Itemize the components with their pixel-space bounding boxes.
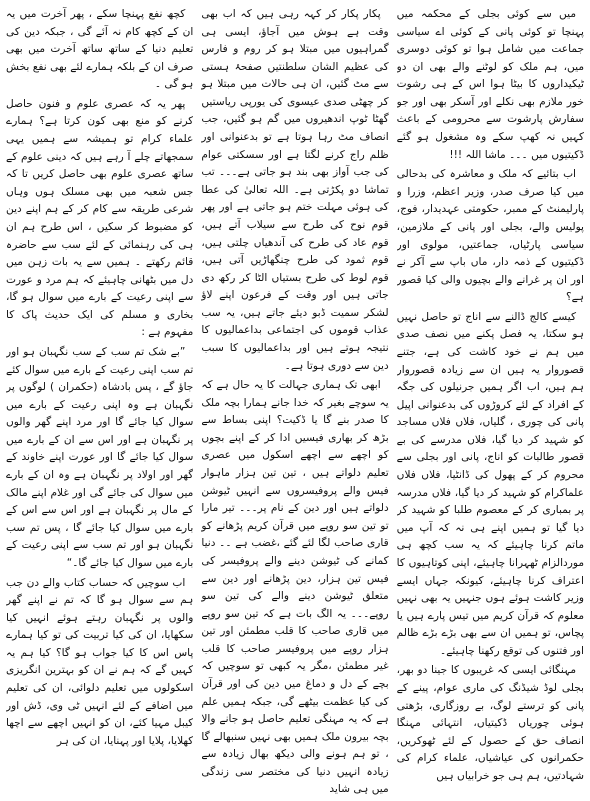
paragraph: اب بتائیے کہ ملک و معاشرہ کی بدحالی میں کیا صرف صدر، وزیر اعظم، وزرا و پارلیمنٹ کے ممبر، حکومتی عہدیدار، فوج، پولیس والے، بجلی اور پانی کے ملازمین، سیاسی پارٹیاں، جماعتیں، مولوی اور ڈکیتیوں کے ذمہ دار، ماں باپ سے آکر نے اور ان پر غرانے والے بچیوں والی کیا قصور ہے؟ <box>396 168 584 304</box>
column-left <box>6 6 193 797</box>
column-right <box>397 6 584 797</box>
text-columns <box>6 6 584 797</box>
paragraph: ابھی تک ہماری جہالت کا یہ حال ہے کہ یہ سوچے بغیر کہ خدا جانے ہمارا بچہ ملک کا صدر بنے گا یا ڈکیت؟ اپنی بساط سے بڑھ کر بھاری فیسیں ادا کر کے اپنے بچوں کو اچھے سے اچھے اسکول میں عصری تعلیم دلواتے ہیں ، تین تین ہزار ماہوار فیس والے پروفیسروں سے انہیں ٹیوشن دلواتے ہیں اور دین کے نام پر۔۔۔ تیر مارا تو تین سو روپے میں قرآن کریم پڑھانے کو قاری صاحب لگا لئے گئے ،غضب ہے ۔۔ دنیا کمانے کی ٹیوشن دینے والے پروفیسر کی فیس تین ہزار، دین پڑھانے اور دین سے متعلق ٹیوشن دینے والے کی تین سو روپے۔۔۔ یہ الگ بات ہے کہ تین سو روپے میں قاری صاحب کا قلب مطمئن اور تین ہزار روپے میں پروفیسر صاحب کا قلب غیر مطمئن ،مگر یہ کبھی تو سوچیں کہ بچے کے دل و دماغ میں دین کی اور قرآن کی کیا عظمت بیٹھے گی، جبکہ ہمیں علم ہے کہ یہ مہنگی تعلیم حاصل ہو جانے والا بچہ بیرون ملک ہمیں بھی نہیں سنبھالے گا ، تو ہم ہونے والی دیکھ بھال زیادہ سے زیادہ انہیں دنیا کی مختصر سی زندگی میں ہی شاید <box>201 379 389 796</box>
paragraph: کچھ نفع پہنچا سکے ، پھر آخرت میں یہ ان کے کچھ کام نہ آئے گی ، جبکہ دین کی تعلیم دنیا کے ساتھ ساتھ آخرت میں بھی صرف ان کے بلکہ ہمارے لئے بھی نفع بخش ہو گی ۔ <box>6 8 194 91</box>
paragraph: پکار پکار کر کہہ رہی ہیں کہ اب بھی وقت ہے ہوش میں آجاؤ، ایسی ہی گمراہیوں میں مبتلا ہو کر روم و فارس کی عظیم الشان سلطنتیں صفحۂ ہستی سے مٹ گئیں، ان ہی حالات میں مبتلا ہو کر چھٹی صدی عیسوی کی یورپی ریاستیں گھٹا ٹوپ اندھیروں میں گم ہو گئیں، جب انصاف مٹ رہا ہوتا ہے تو بدعنوانی اور ظلم راج کرنے لگتا ہے اور سسکتی عوام کی جب آواز بھی بند ہو جاتی ہے۔۔۔ تب تماشا دو پکڑتی ہے۔ اللہ تعالیٰ کی عطا کی ہوئی مہلت ختم ہو جاتی ہے اور پھر قوم نوح کی طرح سے سیلاب آتے ہیں، قوم عاد کی طرح کی آندھیاں چلتی ہیں، قوم ثمود کی طرح چنگھاڑیں آتی ہیں، قوم لوط کی طرح بستیاں الٹا کر رکھ دی جاتی ہیں اور وقت کے فرعون اپنے لاؤ لشکر سمیت ڈبو دیئے جاتے ہیں، یہ سب عذاب قوموں کی اجتماعی بداعمالیوں کا نتیجہ ہوتے ہیں اور بداعمالیوں کا سبب دین سے دوری ہوتا ہے۔ <box>201 8 389 372</box>
paragraph: مہنگائی ایسی کہ غریبوں کا جینا دو بھر، بجلی لوڈ شیڈنگ کی ماری عوام، پینے کے پانی کو ترستے لوگ، بے روزگاری، بڑھتی ہوئی چوریاں ڈکیتیاں، انتہائی مہنگا انصاف حق کے حصول کے لئے ٹھوکریں، حکمرانوں کی عیاشیاں، علماء کرام کی شہادتیں، ہم ہی جو خرابیاں ہیں <box>396 664 584 782</box>
paragraph: پھر یہ کہ عصری علوم و فنون حاصل کرنے کو منع بھی کون کرتا ہے؟ ہمارے علماء کرام تو ہمیشہ سے ہمیں یہی سمجھاتے چلے آ رہے ہیں کہ دینی علوم کے ساتھ عصری علوم بھی حاصل کریں تا کہ جس شعبہ میں بھی مسلک ہوں وہاں شرعی طریقہ سے کام کر کے ہم اپنے دین کو مضبوط کر سکیں ، اس طرح ہم ان ہی کی رہنمائی کے لئے سب سے حاضرہ قائم رکھتے ۔ ہمیں سے یہ بات زہن میں دل میں بٹھانی چاہیئے کہ ہم مرد و عورت سے اپنی رعیت کے بارے میں سوال ہو گا، بخاری و مسلم کی ایک حدیث پاک کا مفہوم ہے : <box>6 97 194 339</box>
hadith-quote: ”بے شک تم سب کے سب نگہبان ہو اور تم سب اپنی رعیت کے بارے میں سوال کئے جاؤ گے ، پس بادشاہ (حکمران ) لوگوں پر نگہبان ہے وہ اپنی رعیت کے بارے میں سوال کیا جائے گا اور مرد اپنے گھر والوں پر نگہبان ہے اور اس سے ان کے بارے میں سوال کیا جائے گا اور عورت اپنے خاوند کے گھر اور اولاد پر نگہبان ہے وہ ان کے بارے میں سوال کی جائے گی اور غلام اپنے مالک کے مال پر نگہبان ہے اور اس سے اس کے بارے میں سوال کیا جائے گا ، پس تم سب نگہبان ہو اور تم سب سے اپنی رعیت کے بارے میں سوال کیا جائے گا۔“ <box>6 345 194 569</box>
paragraph: اب سوچیں کہ حساب کتاب والے دن جب ہم سے سوال ہو گا کہ تم نے اپنے گھر والوں پر نگہبان رہتے ہوئے انہیں کیا سکھایا، ان کی کیا تربیت کی تو کیا ہمارے پاس اس کا کیا جواب ہو گا؟ کیا ہم یہ کہیں گے کہ ہم نے ان کو بہترین انگریزی اسکولوں میں تعلیم دلوائی، ان کی تعلیم میں اضافے کے لئے انہیں ٹی وی، ڈش اور کیبل مہیا کئے، ان کو انہیں اچھے سے اچھا کھلایا، پلایا اور پہنایا، ان کی ہر <box>6 576 194 747</box>
paragraph: میں سے کوئی بجلی کے محکمہ میں پہنچا تو کوئی پانی کے کوئی اے سیاسی جماعت میں شامل ہوا تو کوئی دوسری میں، ہم ملک کو لوٹنے والے بھی ان دو ٹیکیداروں کا بیٹا ہوا اس کے ہی رشوت خور ملازم بھی نکلے اور آسکر بھی اور جو سفارش پارشوت سے محرومی کے باعث کہیں نہ کھپ سکے وہ مشغول ہو گئے ڈکیتیوں میں ۔۔۔ ماشا اللہ !!! <box>396 8 584 161</box>
column-middle <box>201 6 388 797</box>
paragraph: کیسے کالج ڈالنے سے اناج تو حاصل نہیں ہو سکتا، یہ فصل پکنے میں نصف صدی میں ہم نے خود کاشت کی ہے، جتنے قصوروار یہ ہیں ان سے زیادہ قصوروار ہم ہیں، اب اگر ہمیں جرنیلوں کی جگہ کے افراد کے لئے کروڑوں کی بدعنوانی اپیل پانی کی چوری ، گلیاں، فلاں فلاں مساجد کو شہید کر دیا گیا، فلاں مدرسے کی بے قصور طالبات کو اناج، پانی اور بجلی سے محروم کر کے پھول کی ڈانٹیا، فلاں فلاں علماکرام کو شہید کر دیا گیا، فلاں مدرسہ پر بمباری کر کے معصوم طلبا کو شہید کر دیا گیا تو ہمیں اپنے ہی نہ کہ آپ میں ماتم کرنا چاہیئے کہ یہ سب کچھ ہی موردالزام ٹھہرانا چاہیئے، اپنی کوتاہیوں کا اعتراف کرنا چاہیئے، کیونکہ جہاں ایسے وزیر کاشت ہوئے ہوں جنہیں یہ بھی نہیں معلوم کہ قرآن کریم میں تیس پارے ہیں یا پچاس، تو ہمیں ان سے بھی بڑے بڑے ظالم اور فتنوں کی توقع رکھنا چاہیئے۔ <box>396 310 584 657</box>
